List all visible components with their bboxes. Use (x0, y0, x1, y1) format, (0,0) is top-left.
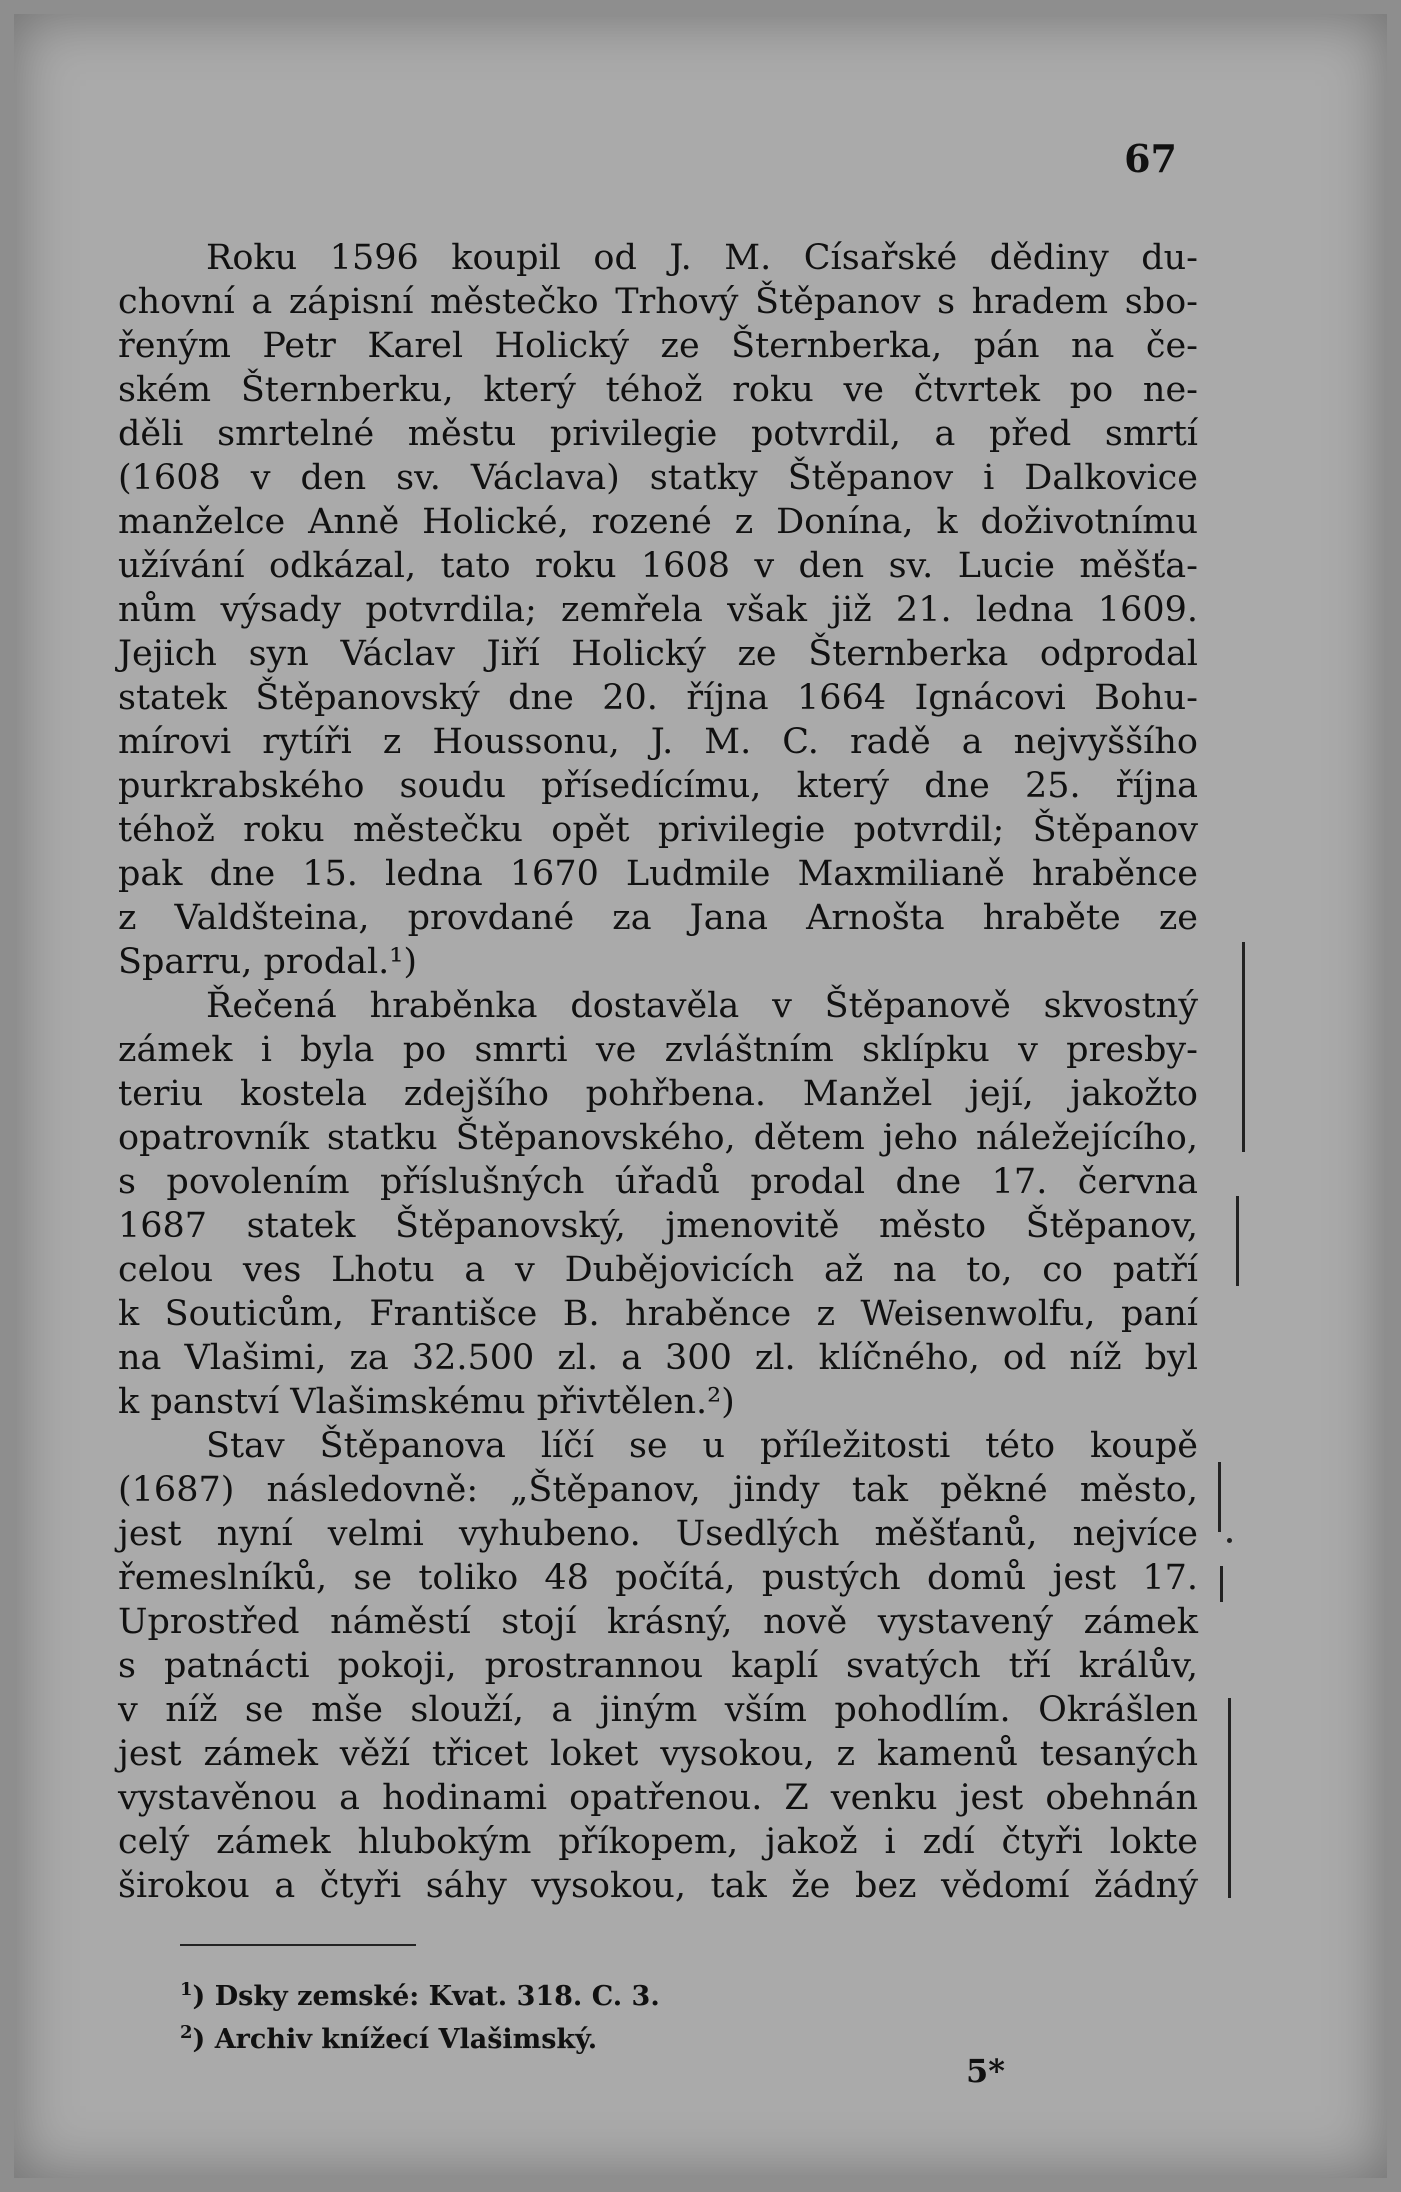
text-line: celý zámek hlubokým příkopem, jakož i zdí čtyři lokte (118, 1822, 1198, 1862)
text-line: manželce Anně Holické, rozené z Donína, k doživotnímu (118, 502, 1198, 542)
margin-mark (1218, 1462, 1221, 1532)
text-line: z Valdšteina, provdané za Jana Arnošta hraběte ze (118, 898, 1198, 938)
text-line: vystavěnou a hodinami opatřenou. Z venku jest obehnán (118, 1778, 1198, 1818)
text-line: Roku 1596 koupil od J. M. Císařské dědiny du- (206, 238, 1198, 278)
text-line: teriu kostela zdejšího pohřbena. Manžel její, jakožto (118, 1074, 1198, 1114)
text-line: širokou a čtyři sáhy vysokou, tak že bez vědomí žádný (118, 1866, 1198, 1906)
text-line: nům výsady potvrdila; zemřela však již 21. ledna 1609. (118, 590, 1198, 630)
text-line: s povolením příslušných úřadů prodal dne 17. června (118, 1162, 1198, 1202)
text-line: téhož roku městečku opět privilegie potvrdil; Štěpanov (118, 810, 1198, 850)
text-line: statek Štěpanovský dne 20. října 1664 Ignácovi Bohu- (118, 678, 1198, 718)
margin-mark (1220, 1566, 1223, 1602)
text-line: k Souticům, Františce B. hraběnce z Weisenwolfu, paní (118, 1294, 1198, 1334)
footnote (180, 2015, 980, 2058)
text-line: jest nyní velmi vyhubeno. Usedlých měšťanů, nejvíce (118, 1514, 1198, 1554)
text-line: Řečená hraběnka dostavěla v Štěpanově skvostný (206, 986, 1198, 1026)
text-line: purkrabského soudu přísedícímu, který dne 25. října (118, 766, 1198, 806)
text-line: Sparru, prodal.¹) (118, 942, 417, 982)
text-line: Stav Štěpanova líčí se u příležitosti této koupě (206, 1426, 1198, 1466)
footnote-mark: 1 (180, 1979, 193, 2000)
text-line: v níž se mše slouží, a jiným vším pohodlím. Okrášlen (118, 1690, 1198, 1730)
text-line: (1687) následovně: „Štěpanov, jindy tak pěkné město, (118, 1470, 1198, 1510)
text-line: pak dne 15. ledna 1670 Ludmile Maxmilianě hraběnce (118, 854, 1198, 894)
text-line: řeným Petr Karel Holický ze Šternberka, pán na če- (118, 326, 1198, 366)
text-line: celou ves Lhotu a v Dubějovicích až na to, co patří (118, 1250, 1198, 1290)
text-line: (1608 v den sv. Václava) statky Štěpanov i Dalkovice (118, 458, 1198, 498)
margin-mark (1227, 1538, 1232, 1543)
text-line: s patnácti pokoji, prostrannou kaplí svatých tří králův, (118, 1646, 1198, 1686)
margin-mark (1236, 1196, 1239, 1286)
text-line: na Vlašimi, za 32.500 zl. a 300 zl. klíčného, od níž byl (118, 1338, 1198, 1378)
text-line: 1687 statek Štěpanovský, jmenovitě město Štěpanov, (118, 1206, 1198, 1246)
text-line: Uprostřed náměstí stojí krásný, nově vystavený zámek (118, 1602, 1198, 1642)
body-text (118, 236, 1198, 1908)
text-line: k panství Vlašimskému přivtělen.²) (118, 1382, 735, 1422)
page-number: 67 (1124, 136, 1177, 181)
footnotes (180, 1972, 980, 2058)
book-page (14, 14, 1387, 2178)
footnote-text: ) Archiv knížecí Vlašimský. (192, 2024, 598, 2055)
text-line: ském Šternberku, který téhož roku ve čtvrtek po ne- (118, 370, 1198, 410)
footnote-mark: 2 (180, 2022, 193, 2043)
text-line: užívání odkázal, tato roku 1608 v den sv. Lucie měšťa- (118, 546, 1198, 586)
margin-mark (1228, 1698, 1231, 1898)
text-line: opatrovník statku Štěpanovského, dětem jeho náležejícího, (118, 1118, 1198, 1158)
text-line: mírovi rytíři z Houssonu, J. M. C. radě a nejvyššího (118, 722, 1198, 762)
signature-mark: 5* (966, 2052, 1005, 2090)
margin-mark (1242, 942, 1245, 1152)
text-line: řemeslníků, se toliko 48 počítá, pustých domů jest 17. (118, 1558, 1198, 1598)
text-line: chovní a zápisní městečko Trhový Štěpanov s hradem sbo- (118, 282, 1198, 322)
text-line: zámek i byla po smrti ve zvláštním sklípku v presby- (118, 1030, 1198, 1070)
footnote-rule (180, 1944, 416, 1946)
text-line: děli smrtelné městu privilegie potvrdil, a před smrtí (118, 414, 1198, 454)
text-line: Jejich syn Václav Jiří Holický ze Šternberka odprodal (118, 634, 1198, 674)
footnote (180, 1972, 980, 2015)
footnote-text: ) Dsky zemské: Kvat. 318. C. 3. (192, 1981, 660, 2012)
text-line: jest zámek věží třicet loket vysokou, z kamenů tesaných (118, 1734, 1198, 1774)
